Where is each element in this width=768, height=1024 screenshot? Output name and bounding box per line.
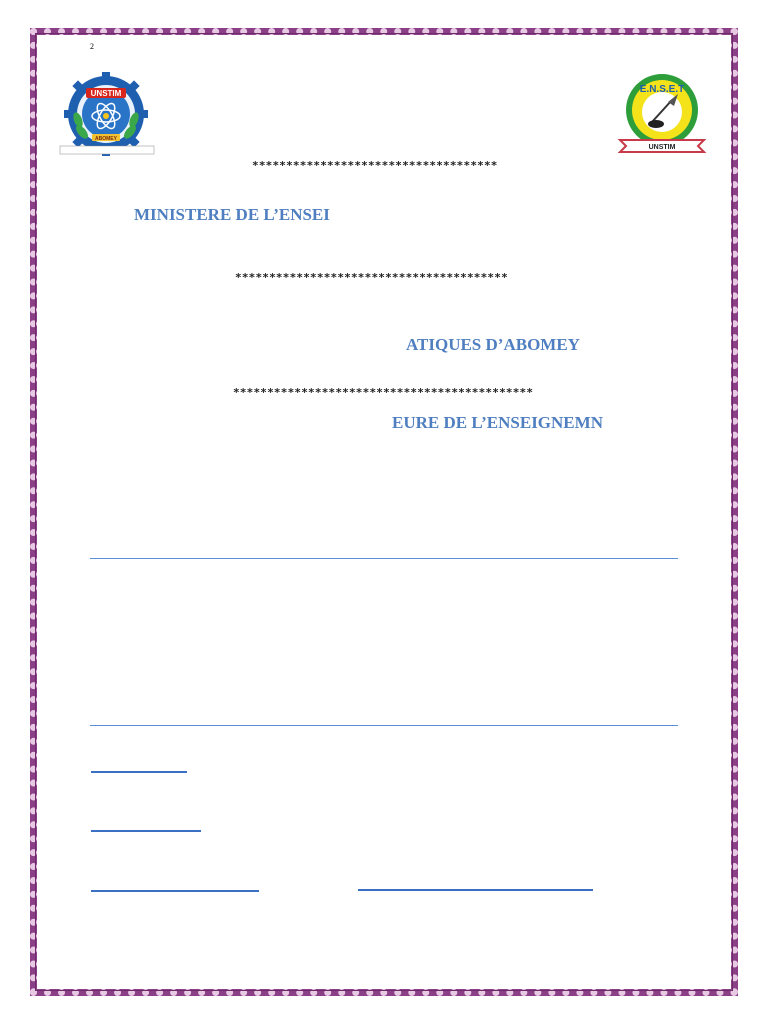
heading-school: ATIQUES D’ABOMEY xyxy=(406,335,580,354)
separator-stars-1: ************************************ xyxy=(252,159,498,172)
heading-ministry: MINISTERE DE L’ENSEI xyxy=(134,205,330,224)
title-box-bottom-rule xyxy=(90,725,678,726)
blank-field-2 xyxy=(91,830,201,832)
unstim-logo xyxy=(56,72,158,158)
abomey-ribbon-text: ABOMEY xyxy=(95,136,117,142)
unstim-banner-text: UNSTIM xyxy=(90,89,122,98)
heading-institute: EURE DE L’ENSEIGNEMN xyxy=(392,413,603,432)
enset-logo xyxy=(612,72,712,160)
page-border-frame xyxy=(30,28,738,996)
blank-field-3 xyxy=(91,890,259,892)
title-box-top-rule xyxy=(90,558,678,559)
blank-field-1 xyxy=(91,771,187,773)
page-number: 2 xyxy=(90,42,94,51)
enset-banner-text: UNSTIM xyxy=(648,144,676,151)
separator-stars-3: ******************************************** xyxy=(233,386,534,399)
separator-stars-2: **************************************** xyxy=(235,271,508,284)
blank-field-4 xyxy=(358,889,593,891)
enset-ring-text: E.N.S.E.T xyxy=(639,84,685,95)
